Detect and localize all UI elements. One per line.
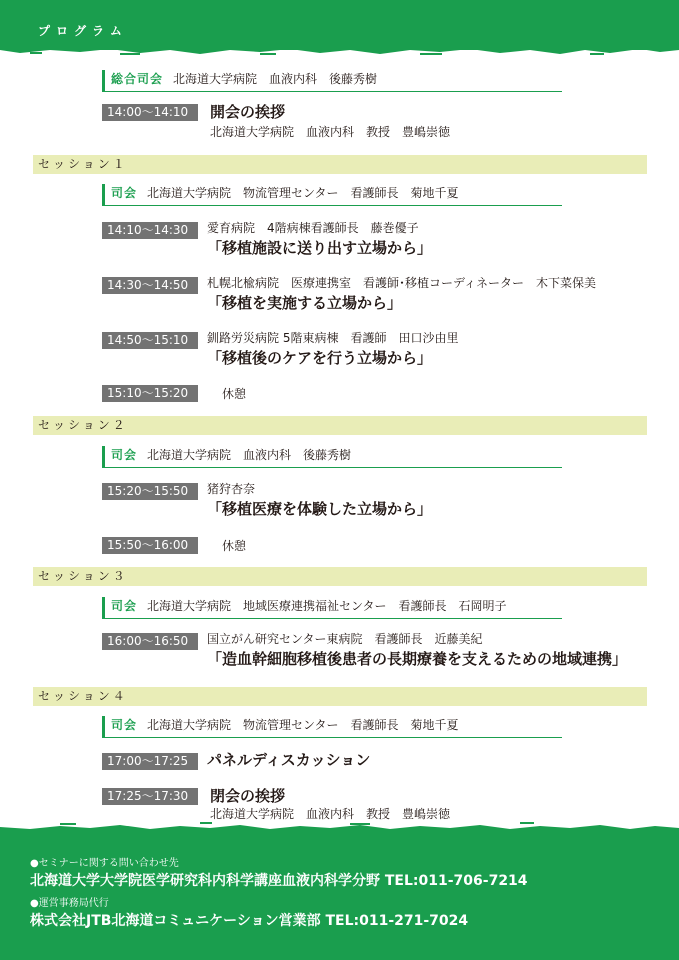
footer	[0, 830, 679, 960]
session-2-talk-1-speaker: 猪狩杏奈	[207, 482, 256, 496]
session-1-talk-1-time: 14:10〜14:30	[102, 222, 198, 239]
session-4-chair	[102, 716, 562, 738]
session-1-talk-1-speaker: 愛育病院 4階病棟看護師長 藤巻優子	[207, 221, 419, 235]
session-1-talk-3-time: 14:50〜15:10	[102, 332, 198, 349]
program-title: プログラム	[38, 24, 128, 38]
chair-text: 北海道大学病院 物流管理センター 看護師長 菊地千夏	[147, 186, 459, 200]
chair-text: 北海道大学病院 物流管理センター 看護師長 菊地千夏	[147, 718, 459, 732]
chair-role: 司会	[111, 186, 138, 200]
session-1-talk-3-title: 「移植後のケアを行う立場から」	[207, 349, 433, 367]
closing-title: 閉会の挨拶	[210, 787, 286, 805]
session-1-talk-1-title: 「移植施設に送り出す立場から」	[207, 239, 433, 257]
opening-title: 開会の挨拶	[210, 103, 286, 121]
session-2-talk-1-title: 「移植医療を体験した立場から」	[207, 500, 433, 518]
office-label: ●運営事務局代行	[30, 898, 109, 909]
chair-role: 司会	[111, 599, 138, 613]
session-1-break-time: 15:10〜15:20	[102, 385, 198, 402]
session-3-bar: セッション３	[33, 567, 647, 586]
session-1-talk-2-time: 14:30〜14:50	[102, 277, 198, 294]
opening-time: 14:00〜14:10	[102, 104, 198, 121]
session-3-talk-1-speaker: 国立がん研究センター東病院 看護師長 近藤美紀	[207, 632, 483, 646]
session-2-break-label: 休憩	[222, 539, 247, 553]
chair-text: 北海道大学病院 血液内科 後藤秀樹	[173, 72, 378, 86]
chair-role: 総合司会	[111, 72, 164, 86]
session-3-chair	[102, 597, 562, 619]
contact-info: 北海道大学大学院医学研究科内科学講座血液内科学分野 TEL:011-706-7214	[30, 873, 528, 889]
opening-chair	[102, 70, 562, 92]
panel-time: 17:00〜17:25	[102, 753, 198, 770]
session-2-chair	[102, 446, 562, 468]
closing-time: 17:25〜17:30	[102, 788, 198, 805]
session-1-talk-2-title: 「移植を実施する立場から」	[207, 294, 403, 312]
chair-text: 北海道大学病院 血液内科 後藤秀樹	[147, 448, 352, 462]
session-2-break-time: 15:50〜16:00	[102, 537, 198, 554]
brush-edge-top	[0, 44, 679, 58]
session-1-bar: セッション１	[33, 155, 647, 174]
session-2-talk-1-time: 15:20〜15:50	[102, 483, 198, 500]
session-1-break-label: 休憩	[222, 387, 247, 401]
session-3-talk-1-time: 16:00〜16:50	[102, 633, 198, 650]
chair-role: 司会	[111, 448, 138, 462]
session-3-talk-1-title: 「造血幹細胞移植後患者の長期療養を支えるための地域連携」	[207, 650, 628, 668]
session-1-talk-3-speaker: 釧路労災病院 5階東病棟 看護師 田口沙由里	[207, 331, 459, 345]
panel-title: パネルディスカッション	[207, 751, 371, 769]
session-2-bar: セッション２	[33, 416, 647, 435]
office-info: 株式会社JTB北海道コミュニケーション営業部 TEL:011-271-7024	[30, 913, 469, 929]
session-1-chair	[102, 184, 562, 206]
opening-speaker: 北海道大学病院 血液内科 教授 豊嶋崇徳	[210, 125, 451, 139]
chair-role: 司会	[111, 718, 138, 732]
session-4-bar: セッション４	[33, 687, 647, 706]
session-1-talk-2-speaker: 札幌北楡病院 医療連携室 看護師･移植コーディネーター 木下菜保美	[207, 276, 597, 290]
contact-label: ●セミナーに関する問い合わせ先	[30, 858, 179, 869]
closing-speaker: 北海道大学病院 血液内科 教授 豊嶋崇徳	[210, 807, 451, 821]
header-band	[0, 0, 679, 50]
chair-text: 北海道大学病院 地域医療連携福祉センター 看護師長 石岡明子	[147, 599, 507, 613]
